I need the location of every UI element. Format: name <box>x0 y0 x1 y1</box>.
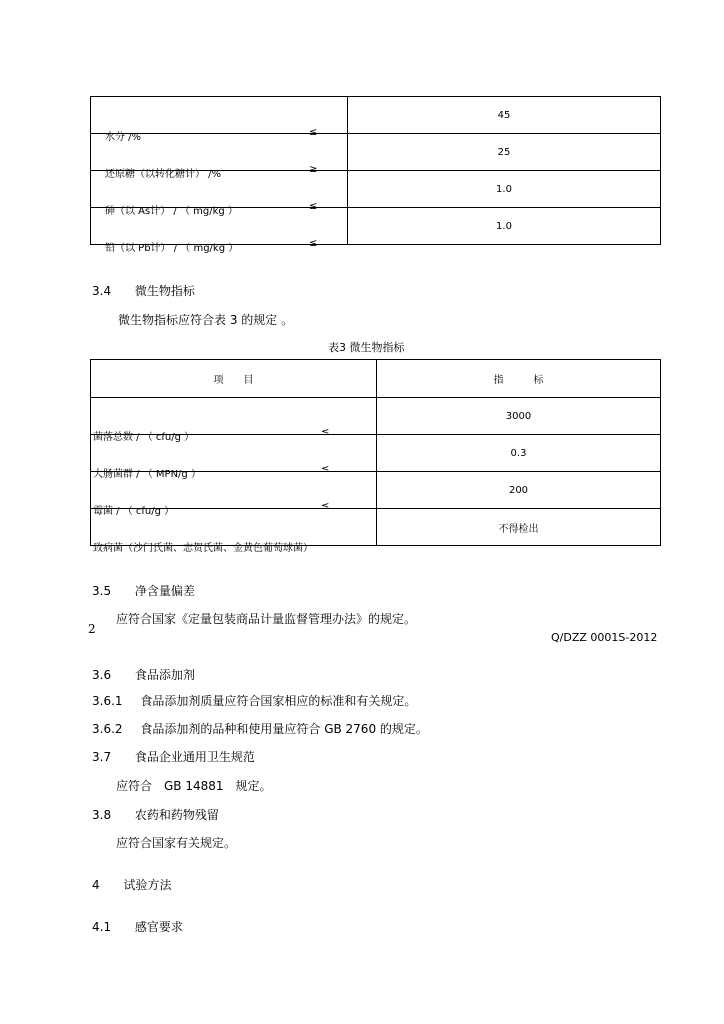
section-number: 3.7 <box>92 750 112 764</box>
section-number: 3.8 <box>92 808 112 822</box>
row-value: 1.0 <box>348 171 661 208</box>
section-number: 3.5 <box>92 584 112 598</box>
section-title: 食品企业通用卫生规范 <box>134 750 255 764</box>
page-number: 2 <box>88 622 96 636</box>
section-number: 3.6.2 <box>92 722 123 736</box>
section-title: 农药和药物残留 <box>134 808 219 822</box>
table-row <box>91 398 661 435</box>
table-header-row <box>91 360 661 398</box>
section-number: 3.4 <box>92 284 112 298</box>
row-symbol: ≤ <box>321 501 330 512</box>
table-caption: 表3 微生物指标 <box>328 341 405 354</box>
table-row <box>91 134 661 171</box>
row-symbol: ≤ <box>309 238 318 249</box>
row-symbol: ≤ <box>309 201 318 212</box>
row-value: 1.0 <box>348 208 661 245</box>
section-number: 4.1 <box>92 920 112 934</box>
row-value: 0.3 <box>377 435 661 472</box>
header-item: 项 目 <box>91 360 377 398</box>
row-label: 水分 /% <box>105 132 142 143</box>
microbial-table <box>90 359 661 554</box>
row-value: 45 <box>348 97 661 134</box>
section-title: 微生物指标 <box>134 284 195 298</box>
top-table <box>90 96 661 254</box>
section-3-6-heading <box>92 666 195 683</box>
row-symbol: ≤ <box>321 427 330 438</box>
table-row <box>91 509 661 546</box>
section-number: 3.6 <box>92 668 112 682</box>
row-label: 铅（以 Pb计） / （ mg/kg ） <box>105 243 239 254</box>
section-3-4-text: 微生物指标应符合表 3 的规定 。 <box>118 313 294 327</box>
section-4-1-heading <box>92 918 183 935</box>
table-cell-label <box>91 398 377 443</box>
row-symbol: ≥ <box>309 164 318 175</box>
section-number: 3.6.1 <box>92 694 123 708</box>
row-label: 致病菌（沙门氏菌、志贺氏菌、金黄色葡萄球菌） <box>93 543 313 554</box>
section-number: 4 <box>92 878 100 892</box>
section-3-8-text: 应符合国家有关规定。 <box>116 836 237 850</box>
table-row <box>91 97 661 134</box>
row-label: 霉菌 / （ cfu/g ） <box>93 506 175 517</box>
document-code: Q/DZZ 0001S-2012 <box>551 631 658 644</box>
row-value: 25 <box>348 134 661 171</box>
row-value: 200 <box>377 472 661 509</box>
row-label: 还原糖（以转化糖计） /% <box>105 169 222 180</box>
section-3-6-1 <box>92 692 416 709</box>
row-label: 砷（以 As计） / （ mg/kg ） <box>105 206 238 217</box>
header-index: 指 标 <box>377 360 661 398</box>
section-3-6-2 <box>92 720 428 737</box>
section-title: 试验方法 <box>123 878 172 892</box>
section-title: 食品添加剂 <box>134 668 195 682</box>
row-label: 大肠菌群 / （ MPN/g ） <box>93 469 201 480</box>
row-value: 不得检出 <box>377 509 661 546</box>
section-3-4-heading <box>92 282 195 299</box>
section-3-7-text: 应符合 GB 14881 规定。 <box>116 779 272 793</box>
row-value: 3000 <box>377 398 661 435</box>
section-text: 食品添加剂的品种和使用量应符合 GB 2760 的规定。 <box>140 722 428 736</box>
section-text: 食品添加剂质量应符合国家相应的标准和有关规定。 <box>140 694 417 708</box>
section-3-7-heading <box>92 748 255 765</box>
table-cell-label <box>91 97 348 143</box>
row-label: 菌落总数 / （ cfu/g ） <box>93 432 195 443</box>
section-3-5-heading <box>92 582 195 599</box>
section-title: 感官要求 <box>134 920 183 934</box>
section-title: 净含量偏差 <box>134 584 195 598</box>
row-symbol: ≤ <box>309 127 318 138</box>
section-4-heading <box>92 876 171 893</box>
row-symbol: ≤ <box>321 464 330 475</box>
section-3-5-text: 应符合国家《定量包装商品计量监督管理办法》的规定。 <box>116 612 417 626</box>
section-3-8-heading <box>92 806 219 823</box>
